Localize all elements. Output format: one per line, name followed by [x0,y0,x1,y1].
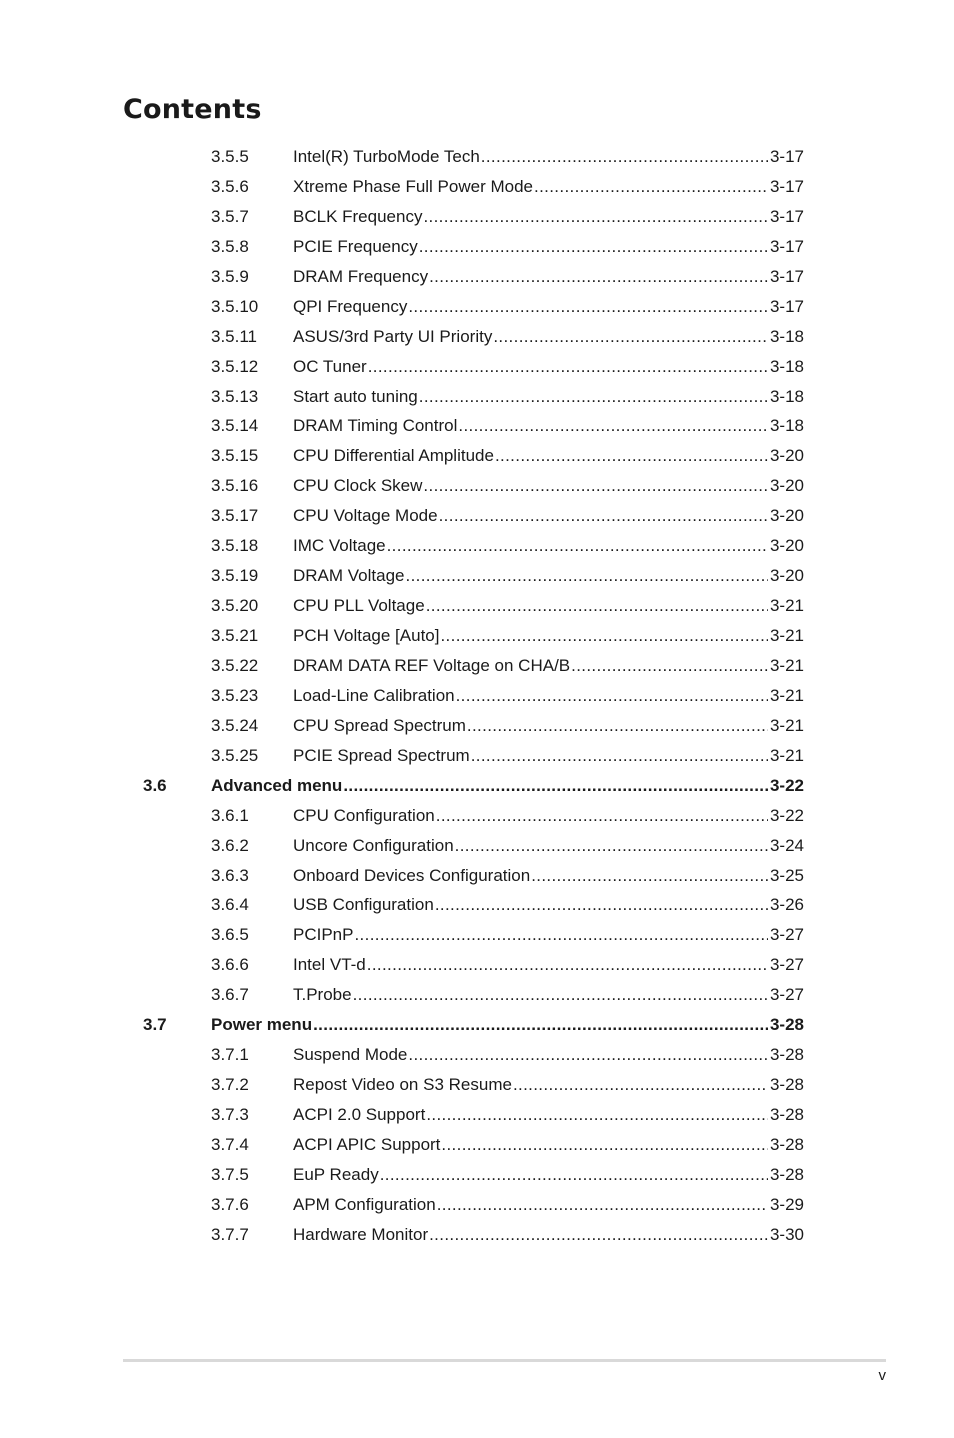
toc-entry[interactable] [0,1190,954,1220]
toc-entry-page: 3-17 [769,206,804,226]
toc-entry-line [293,711,804,741]
toc-entry-line [293,202,804,232]
toc-entry-line [293,741,804,771]
toc-entry-page: 3-28 [769,1164,804,1184]
toc-entry-title: ACPI APIC Support [293,1130,440,1160]
toc-entry[interactable] [0,890,954,920]
toc-entry-page: 3-28 [769,1075,804,1095]
toc-dot-leader [429,1220,768,1250]
toc-dot-leader [426,1100,768,1130]
toc-entry-page: 3-28 [769,1134,804,1154]
toc-entry[interactable] [0,322,954,352]
toc-entry[interactable] [0,681,954,711]
toc-entry-number: 3.5.12 [211,356,259,376]
toc-entry[interactable] [0,980,954,1010]
toc-entry-number: 3.5.9 [211,266,249,286]
toc-entry[interactable] [0,711,954,741]
toc-dot-leader [313,1010,768,1040]
toc-dot-leader [513,1070,768,1100]
toc-entry-line [293,920,804,950]
toc-entry[interactable] [0,1040,954,1070]
toc-entry-page: 3-28 [769,1045,804,1065]
toc-entry-number: 3.6.4 [211,895,249,915]
toc-dot-leader [423,202,768,232]
toc-dot-leader [436,801,768,831]
toc-entry-line [293,531,804,561]
toc-entry-number: 3.5.19 [211,566,259,586]
toc-entry-title: DRAM Voltage [293,561,405,591]
toc-entry-page: 3-17 [769,236,804,256]
toc-entry[interactable] [0,1130,954,1160]
toc-dot-leader [419,382,768,412]
page-title: Contents [123,94,262,125]
toc-entry-page: 3-17 [769,176,804,196]
toc-entry-page: 3-24 [769,835,804,855]
toc-entry-page: 3-27 [769,955,804,975]
toc-entry-number: 3.6.7 [211,985,249,1005]
toc-entry[interactable] [0,831,954,861]
toc-entry-title: Xtreme Phase Full Power Mode [293,172,533,202]
toc-entry-line [293,651,804,681]
toc-entry-title: PCIE Spread Spectrum [293,741,470,771]
toc-entry-number: 3.7 [143,1015,167,1035]
toc-entry[interactable] [0,651,954,681]
toc-entry-page: 3-21 [769,596,804,616]
toc-dot-leader [435,890,768,920]
toc-entry-number: 3.7.1 [211,1045,249,1065]
toc-entry[interactable] [0,1100,954,1130]
toc-entry-number: 3.6.2 [211,835,249,855]
toc-entry-number: 3.7.7 [211,1224,249,1244]
toc-section-entry[interactable] [0,771,954,801]
toc-entry-line [293,411,804,441]
toc-entry[interactable] [0,741,954,771]
toc-entry-line [293,322,804,352]
toc-entry-page: 3-25 [769,865,804,885]
toc-dot-leader [441,1130,768,1160]
toc-entry-number: 3.5.20 [211,596,259,616]
toc-dot-leader [343,771,768,801]
toc-entry-title: APM Configuration [293,1190,436,1220]
toc-entry-line [293,801,804,831]
toc-entry-line [293,621,804,651]
toc-entry[interactable] [0,561,954,591]
toc-entry-number: 3.5.16 [211,476,259,496]
toc-entry-title: Advanced menu [211,771,342,801]
toc-entry-title: ASUS/3rd Party UI Priority [293,322,492,352]
toc-entry-page: 3-30 [769,1224,804,1244]
toc-entry-number: 3.5.25 [211,745,259,765]
toc-dot-leader [456,681,768,711]
toc-entry-line [293,262,804,292]
toc-entry[interactable] [0,621,954,651]
toc-entry[interactable] [0,262,954,292]
toc-entry-number: 3.5.24 [211,715,259,735]
toc-entry[interactable] [0,382,954,412]
toc-dot-leader [423,471,768,501]
toc-entry-line [293,861,804,891]
toc-dot-leader [437,1190,768,1220]
toc-entry-title: OC Tuner [293,352,367,382]
toc-entry-line [293,1070,804,1100]
toc-entry-page: 3-21 [769,745,804,765]
toc-dot-leader [406,561,768,591]
toc-dot-leader [495,441,768,471]
toc-dot-leader [440,621,767,651]
toc-entry-line [293,980,804,1010]
toc-entry-line [293,1190,804,1220]
toc-dot-leader [354,920,767,950]
toc-entry-line [293,1100,804,1130]
toc-entry-line [293,172,804,202]
toc-entry-line [293,561,804,591]
toc-entry-number: 3.5.10 [211,296,259,316]
toc-entry-title: Onboard Devices Configuration [293,861,530,891]
toc-entry-title: Repost Video on S3 Resume [293,1070,512,1100]
toc-entry-page: 3-21 [769,655,804,675]
toc-entry-title: Hardware Monitor [293,1220,428,1250]
toc-entry-number: 3.7.3 [211,1105,249,1124]
toc-dot-leader [534,172,768,202]
toc-entry-number: 3.5.23 [211,685,259,705]
toc-entry-page: 3-22 [769,805,804,825]
toc-dot-leader [419,232,768,262]
toc-entry-number: 3.6.3 [211,865,249,885]
toc-entry-title: CPU Clock Skew [293,471,422,501]
toc-entry[interactable] [0,352,954,382]
toc-entry[interactable] [0,1070,954,1100]
toc-entry-number: 3.5.18 [211,536,259,556]
toc-entry-number: 3.5.8 [211,236,249,256]
toc-dot-leader [458,411,768,441]
toc-entry-page: 3-20 [769,476,804,496]
toc-entry-title: DRAM Timing Control [293,411,457,441]
toc-entry-line [293,142,804,172]
toc-entry-title: CPU Configuration [293,801,435,831]
toc-entry-title: T.Probe [293,980,352,1010]
toc-entry-number: 3.5.22 [211,655,259,675]
toc-entry[interactable] [0,172,954,202]
toc-dot-leader [493,322,768,352]
toc-entry-line [293,501,804,531]
toc-entry-title: Start auto tuning [293,382,418,412]
toc-entry-page: 3-17 [769,266,804,286]
toc-entry-title: USB Configuration [293,890,434,920]
toc-entry-line [293,831,804,861]
footer-page-number: v [878,1367,886,1384]
toc-entry-title: PCIPnP [293,920,353,950]
toc-entry-page: 3-28 [769,1015,804,1035]
toc-entry-number: 3.6.1 [211,805,249,825]
table-of-contents [0,142,954,1250]
toc-entry-page: 3-18 [769,326,804,346]
toc-entry-line [293,591,804,621]
toc-entry-title: Intel VT-d [293,950,366,980]
toc-entry-title: Suspend Mode [293,1040,407,1070]
toc-entry-page: 3-18 [769,386,804,406]
toc-entry-number: 3.5.6 [211,176,249,196]
toc-entry-line [293,352,804,382]
toc-entry-page: 3-20 [769,566,804,586]
toc-entry-title: CPU PLL Voltage [293,591,425,621]
toc-entry-title: PCIE Frequency [293,232,418,262]
toc-entry-title: ACPI 2.0 Support [293,1100,425,1130]
toc-entry-page: 3-18 [769,356,804,376]
toc-entry-number: 3.5.21 [211,626,259,645]
toc-entry[interactable] [0,411,954,441]
toc-entry-page: 3-21 [769,626,804,645]
toc-entry[interactable] [0,591,954,621]
toc-entry-page: 3-21 [769,715,804,735]
toc-entry-number: 3.5.7 [211,206,249,226]
toc-entry-title: BCLK Frequency [293,202,422,232]
toc-dot-leader [471,741,768,771]
toc-entry-page: 3-17 [769,147,804,166]
toc-entry-title: DRAM Frequency [293,262,428,292]
toc-dot-leader [367,950,768,980]
toc-entry-title: QPI Frequency [293,292,407,322]
toc-entry-title: EuP Ready [293,1160,379,1190]
toc-entry-title: DRAM DATA REF Voltage on CHA/B [293,651,570,681]
toc-entry-line [211,771,804,801]
toc-entry-page: 3-28 [769,1105,804,1124]
toc-dot-leader [571,651,768,681]
toc-entry[interactable] [0,801,954,831]
toc-entry[interactable] [0,292,954,322]
toc-entry-page: 3-27 [769,985,804,1005]
toc-dot-leader [467,711,768,741]
toc-entry-line [293,1040,804,1070]
toc-entry[interactable] [0,920,954,950]
toc-entry-number: 3.7.2 [211,1075,249,1095]
toc-section-entry[interactable] [0,1010,954,1040]
toc-dot-leader [429,262,768,292]
toc-entry-number: 3.7.5 [211,1164,249,1184]
toc-entry-line [293,292,804,322]
toc-entry-line [293,441,804,471]
toc-entry-title: Load-Line Calibration [293,681,455,711]
toc-entry-line [293,950,804,980]
toc-entry-page: 3-18 [769,416,804,436]
toc-entry[interactable] [0,441,954,471]
toc-entry[interactable] [0,471,954,501]
toc-entry-page: 3-29 [769,1194,804,1214]
toc-entry-number: 3.6 [143,775,167,795]
toc-dot-leader [387,531,768,561]
toc-entry-page: 3-17 [769,296,804,316]
toc-entry-number: 3.7.6 [211,1194,249,1214]
toc-entry-title: Uncore Configuration [293,831,454,861]
toc-entry-title: CPU Differential Amplitude [293,441,494,471]
toc-entry-title: PCH Voltage [Auto] [293,621,439,651]
toc-entry[interactable] [0,861,954,891]
toc-entry-number: 3.6.5 [211,925,249,945]
toc-dot-leader [408,292,768,322]
footer-divider [123,1359,886,1362]
toc-entry-title: IMC Voltage [293,531,386,561]
toc-dot-leader [455,831,768,861]
toc-entry-title: CPU Voltage Mode [293,501,438,531]
toc-entry-line [293,681,804,711]
toc-entry[interactable] [0,202,954,232]
toc-dot-leader [439,501,768,531]
toc-entry[interactable] [0,531,954,561]
toc-entry-line [293,471,804,501]
toc-entry-number: 3.5.17 [211,506,259,526]
toc-entry-page: 3-22 [769,775,804,795]
toc-entry-number: 3.5.14 [211,416,259,436]
toc-entry-page: 3-20 [769,506,804,526]
toc-dot-leader [426,591,768,621]
toc-entry-line [293,1220,804,1250]
toc-entry-number: 3.5.15 [211,446,259,466]
toc-entry-number: 3.5.5 [211,147,249,166]
toc-entry[interactable] [0,1220,954,1250]
toc-entry-line [211,1010,804,1040]
toc-entry-line [293,232,804,262]
toc-entry-page: 3-20 [769,536,804,556]
toc-entry-line [293,1130,804,1160]
toc-entry-page: 3-21 [769,685,804,705]
toc-dot-leader [368,352,768,382]
toc-entry[interactable] [0,501,954,531]
toc-dot-leader [531,861,768,891]
toc-entry-number: 3.5.13 [211,386,259,406]
toc-entry[interactable] [0,142,954,172]
toc-dot-leader [481,142,768,172]
toc-entry-page: 3-20 [769,446,804,466]
toc-entry[interactable] [0,950,954,980]
toc-entry-title: CPU Spread Spectrum [293,711,466,741]
toc-dot-leader [408,1040,768,1070]
toc-entry-page: 3-26 [769,895,804,915]
toc-entry[interactable] [0,232,954,262]
toc-dot-leader [353,980,768,1010]
toc-dot-leader [380,1160,768,1190]
toc-entry-title: Intel(R) TurboMode Tech [293,142,480,172]
toc-entry-page: 3-27 [769,925,804,945]
toc-entry[interactable] [0,1160,954,1190]
toc-entry-number: 3.5.11 [211,326,258,346]
toc-entry-title: Power menu [211,1010,312,1040]
toc-entry-line [293,1160,804,1190]
toc-entry-line [293,382,804,412]
toc-entry-number: 3.6.6 [211,955,249,975]
toc-entry-number: 3.7.4 [211,1134,249,1154]
toc-entry-line [293,890,804,920]
